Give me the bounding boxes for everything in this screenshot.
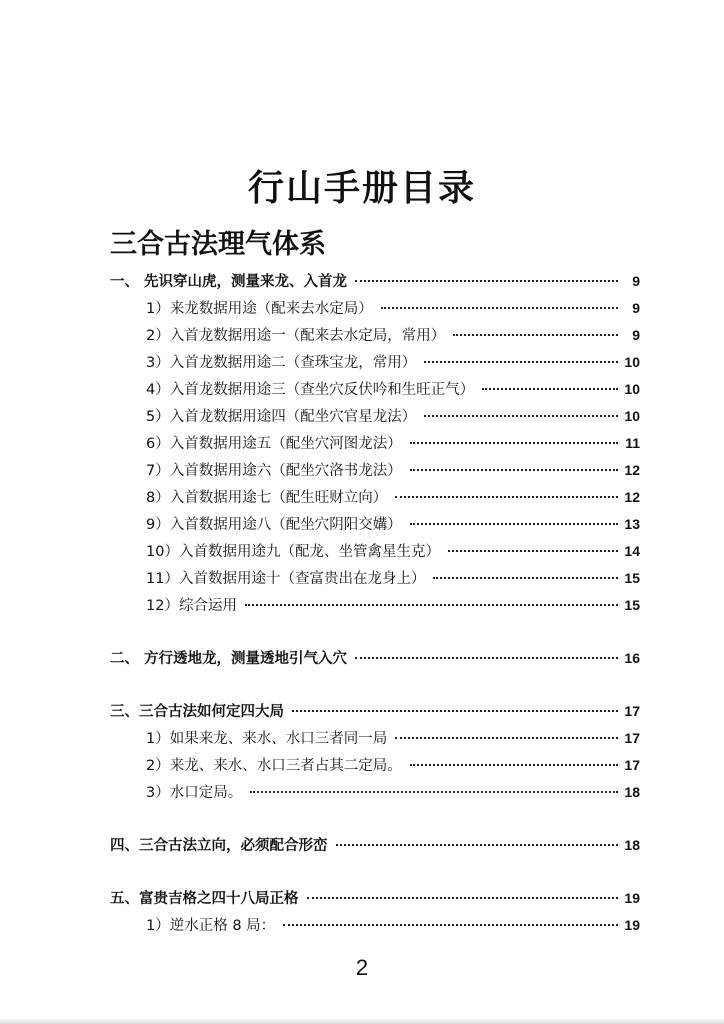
toc-entry[interactable]: [110, 484, 640, 511]
toc-entry-label: 9）入首数据用途八（配坐穴阴阳交媾）: [146, 517, 402, 533]
toc-entry[interactable]: [110, 511, 640, 538]
toc-entry-page: 18: [624, 837, 640, 853]
toc-entry-label: 4）入首龙数据用途三（查坐穴反伏吟和生旺正气）: [146, 382, 475, 398]
toc-entry-label: 8）入首数据用途七（配生旺财立向）: [146, 490, 388, 506]
toc-entry-label: 四、三合古法立向，必须配合形峦: [110, 838, 328, 854]
toc-entry[interactable]: [110, 885, 640, 912]
dot-leader: [355, 657, 618, 659]
section-heading: 三合古法理气体系: [110, 229, 326, 260]
toc-entry[interactable]: [110, 349, 640, 376]
toc-entry-label: 11）入首数据用途十（查富贵出在龙身上）: [146, 571, 426, 587]
page-number: 2: [355, 955, 369, 980]
page-title: 行山手册目录: [247, 168, 476, 209]
toc-entry-page: 18: [624, 784, 640, 800]
toc-entry[interactable]: [110, 322, 640, 349]
toc-entry[interactable]: [110, 457, 640, 484]
toc-entry-label: 2）入首龙数据用途一（配来去水定局，常用）: [146, 328, 446, 344]
toc-entry-label: 3）入首龙数据用途二（查珠宝龙，常用）: [146, 355, 417, 371]
toc-entry-page: 13: [624, 516, 640, 532]
toc-entry[interactable]: [110, 645, 640, 672]
toc-entry[interactable]: [110, 565, 640, 592]
scan-edge: [0, 1018, 724, 1024]
toc-entry-page: 10: [624, 381, 640, 397]
toc-entry-label: 10）入首数据用途九（配龙、坐管禽星生克）: [146, 544, 440, 560]
toc-entry-label: 12）综合运用: [146, 598, 237, 614]
toc-entry-label: 2）来龙、来水、水口三者占其二定局。: [146, 758, 402, 774]
toc-entry[interactable]: [110, 725, 640, 752]
toc-entry[interactable]: [110, 430, 640, 457]
toc-entry-page: 16: [624, 650, 640, 666]
toc-entry-page: 10: [624, 354, 640, 370]
toc-entry-page: 15: [624, 570, 640, 586]
toc-entry-page: 9: [632, 327, 640, 343]
toc-entry[interactable]: [110, 538, 640, 565]
toc-entry-label: 二、 方行透地龙，测量透地引气入穴: [110, 651, 348, 667]
toc-entry[interactable]: [110, 698, 640, 725]
toc-entry[interactable]: [110, 592, 640, 619]
toc-entry-page: 17: [624, 757, 640, 773]
dot-leader: [245, 604, 618, 606]
toc-entry-page: 9: [632, 273, 640, 289]
dot-leader: [424, 361, 618, 363]
toc-entry[interactable]: [110, 832, 640, 859]
toc-entry[interactable]: [110, 752, 640, 779]
dot-leader: [307, 897, 619, 899]
toc-entry[interactable]: [110, 779, 640, 806]
toc-entry-page: 12: [624, 489, 640, 505]
dot-leader: [283, 924, 618, 926]
dot-leader: [448, 550, 618, 552]
toc-entry-page: 12: [624, 462, 640, 478]
toc-entry-page: 10: [624, 408, 640, 424]
toc-entry[interactable]: [110, 376, 640, 403]
toc-entry-page: 15: [624, 597, 640, 613]
toc-entry[interactable]: [110, 268, 640, 295]
toc-entry[interactable]: [110, 295, 640, 322]
dot-leader: [453, 334, 618, 336]
toc-entry-label: 一、 先识穿山虎，测量来龙、入首龙: [110, 274, 348, 290]
toc-entry-label: 1）逆水正格 8 局：: [146, 918, 276, 934]
dot-leader: [250, 791, 618, 793]
toc-entry-page: 19: [624, 890, 640, 906]
toc-entry-label: 1）来龙数据用途（配来去水定局）: [146, 301, 373, 317]
toc-entry[interactable]: [110, 912, 640, 939]
toc-entry-label: 5）入首龙数据用途四（配坐穴官星龙法）: [146, 409, 417, 425]
dot-leader: [424, 415, 618, 417]
toc-entry-label: 五、富贵吉格之四十八局正格: [110, 891, 299, 907]
toc-entry-page: 17: [624, 730, 640, 746]
dot-leader: [410, 469, 618, 471]
dot-leader: [292, 710, 618, 712]
dot-leader: [395, 496, 618, 498]
dot-leader: [482, 388, 618, 390]
dot-leader: [410, 523, 618, 525]
table-of-contents: [110, 268, 640, 939]
toc-entry-page: 9: [632, 300, 640, 316]
toc-entry-label: 三、三合古法如何定四大局: [110, 704, 284, 720]
toc-entry[interactable]: [110, 403, 640, 430]
toc-entry-label: 1）如果来龙、来水、水口三者同一局: [146, 731, 388, 747]
toc-entry-page: 11: [625, 435, 640, 451]
dot-leader: [355, 280, 618, 282]
dot-leader: [410, 764, 618, 766]
toc-entry-label: 6）入首数据用途五（配坐穴河图龙法）: [146, 436, 402, 452]
toc-entry-page: 19: [624, 917, 640, 933]
toc-entry-label: 7）入首数据用途六（配坐穴洛书龙法）: [146, 463, 402, 479]
dot-leader: [336, 844, 619, 846]
dot-leader: [381, 307, 618, 309]
toc-entry-label: 3）水口定局。: [146, 785, 243, 801]
dot-leader: [410, 442, 618, 444]
toc-entry-page: 17: [624, 703, 640, 719]
dot-leader: [433, 577, 618, 579]
dot-leader: [395, 737, 618, 739]
toc-entry-page: 14: [624, 543, 640, 559]
